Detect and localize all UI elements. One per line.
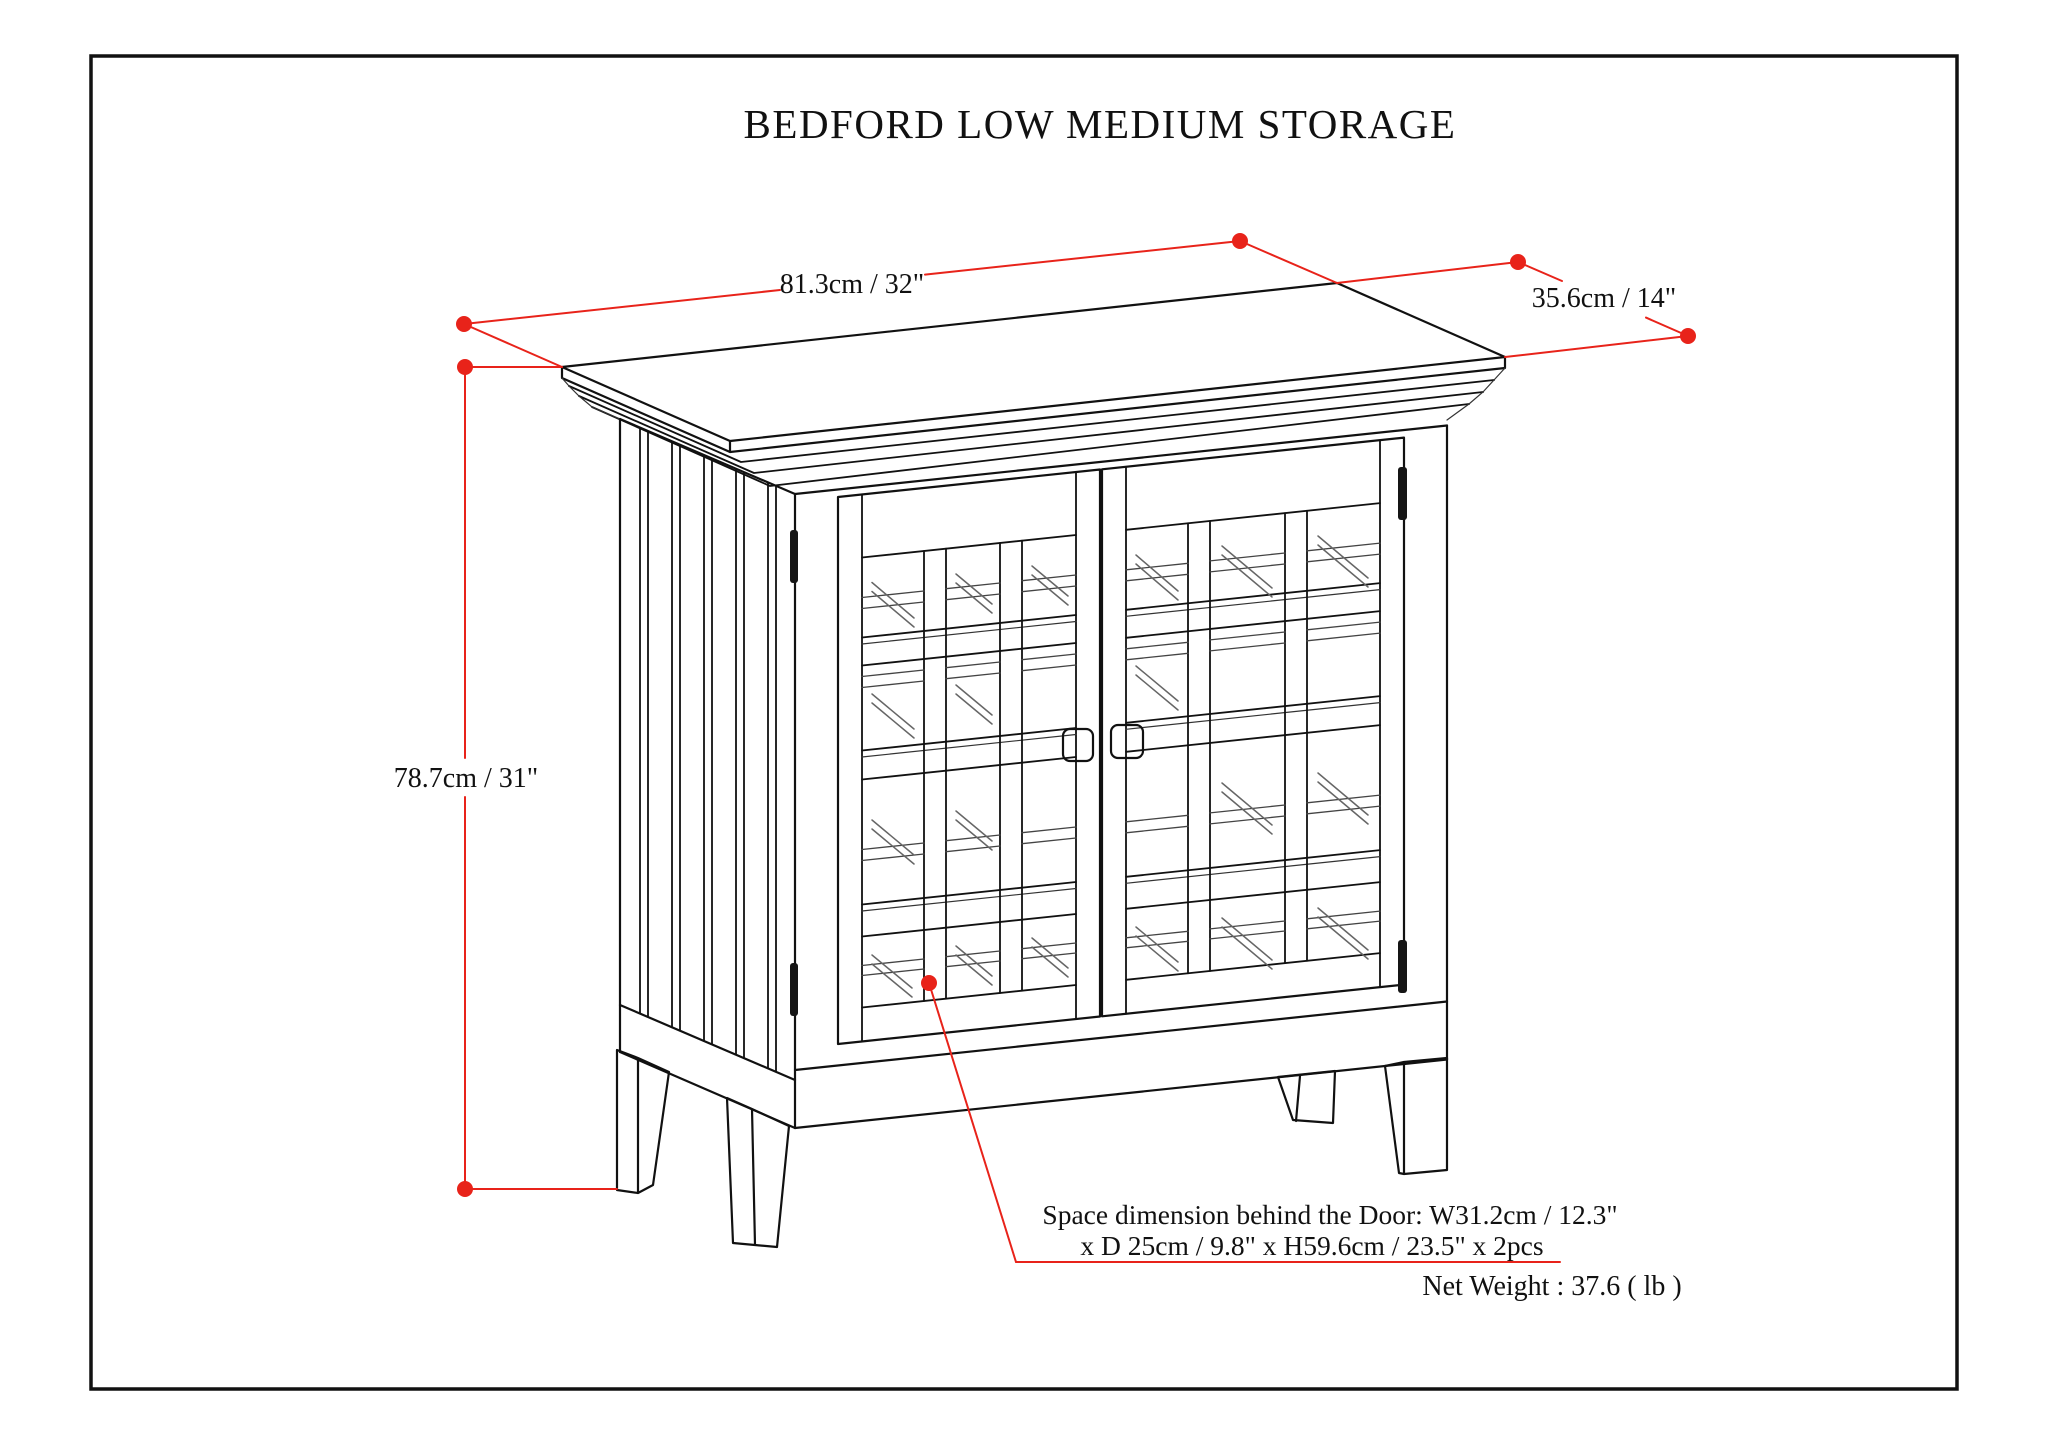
front-right-leg xyxy=(1385,1058,1447,1174)
height-dimension xyxy=(394,359,617,1197)
left-door-handle xyxy=(1063,729,1093,761)
dimension-endpoint-dot xyxy=(1232,233,1248,249)
space-dimension-line2: x D 25cm / 9.8" x H59.6cm / 23.5" x 2pcs xyxy=(1080,1230,1544,1261)
dimension-endpoint-dot xyxy=(1510,254,1526,270)
height-dimension-label: 78.7cm / 31" xyxy=(393,763,539,794)
space-dimension-line1: Space dimension behind the Door: W31.2cm / 12.3" xyxy=(1042,1199,1618,1230)
back-left-leg xyxy=(617,1050,669,1193)
cabinet-line-drawing xyxy=(562,283,1505,1247)
back-right-leg xyxy=(1278,1071,1335,1123)
depth-dimension-label: 35.6cm / 14" xyxy=(1531,283,1677,314)
width-dimension-label: 81.3cm / 32" xyxy=(779,269,925,300)
page-title: BEDFORD LOW MEDIUM STORAGE xyxy=(743,101,1457,147)
dimension-endpoint-dot xyxy=(457,1181,473,1197)
right-door-handle xyxy=(1111,725,1143,758)
net-weight-label: Net Weight : 37.6 ( lb ) xyxy=(1422,1271,1682,1302)
dimension-endpoint-dot xyxy=(456,316,472,332)
callout-anchor-dot xyxy=(921,975,937,991)
cabinet-side-panel xyxy=(620,419,795,1128)
base-apron xyxy=(795,1002,1447,1129)
interior-shelf-lines xyxy=(862,543,1380,975)
cabinet-tabletop xyxy=(562,283,1505,452)
right-door xyxy=(1102,438,1404,1017)
page-border xyxy=(91,56,1957,1389)
left-door xyxy=(838,470,1100,1045)
dimension-endpoint-dot xyxy=(1680,328,1696,344)
dimension-endpoint-dot xyxy=(457,359,473,375)
space-dimension-callout xyxy=(921,975,1618,1262)
